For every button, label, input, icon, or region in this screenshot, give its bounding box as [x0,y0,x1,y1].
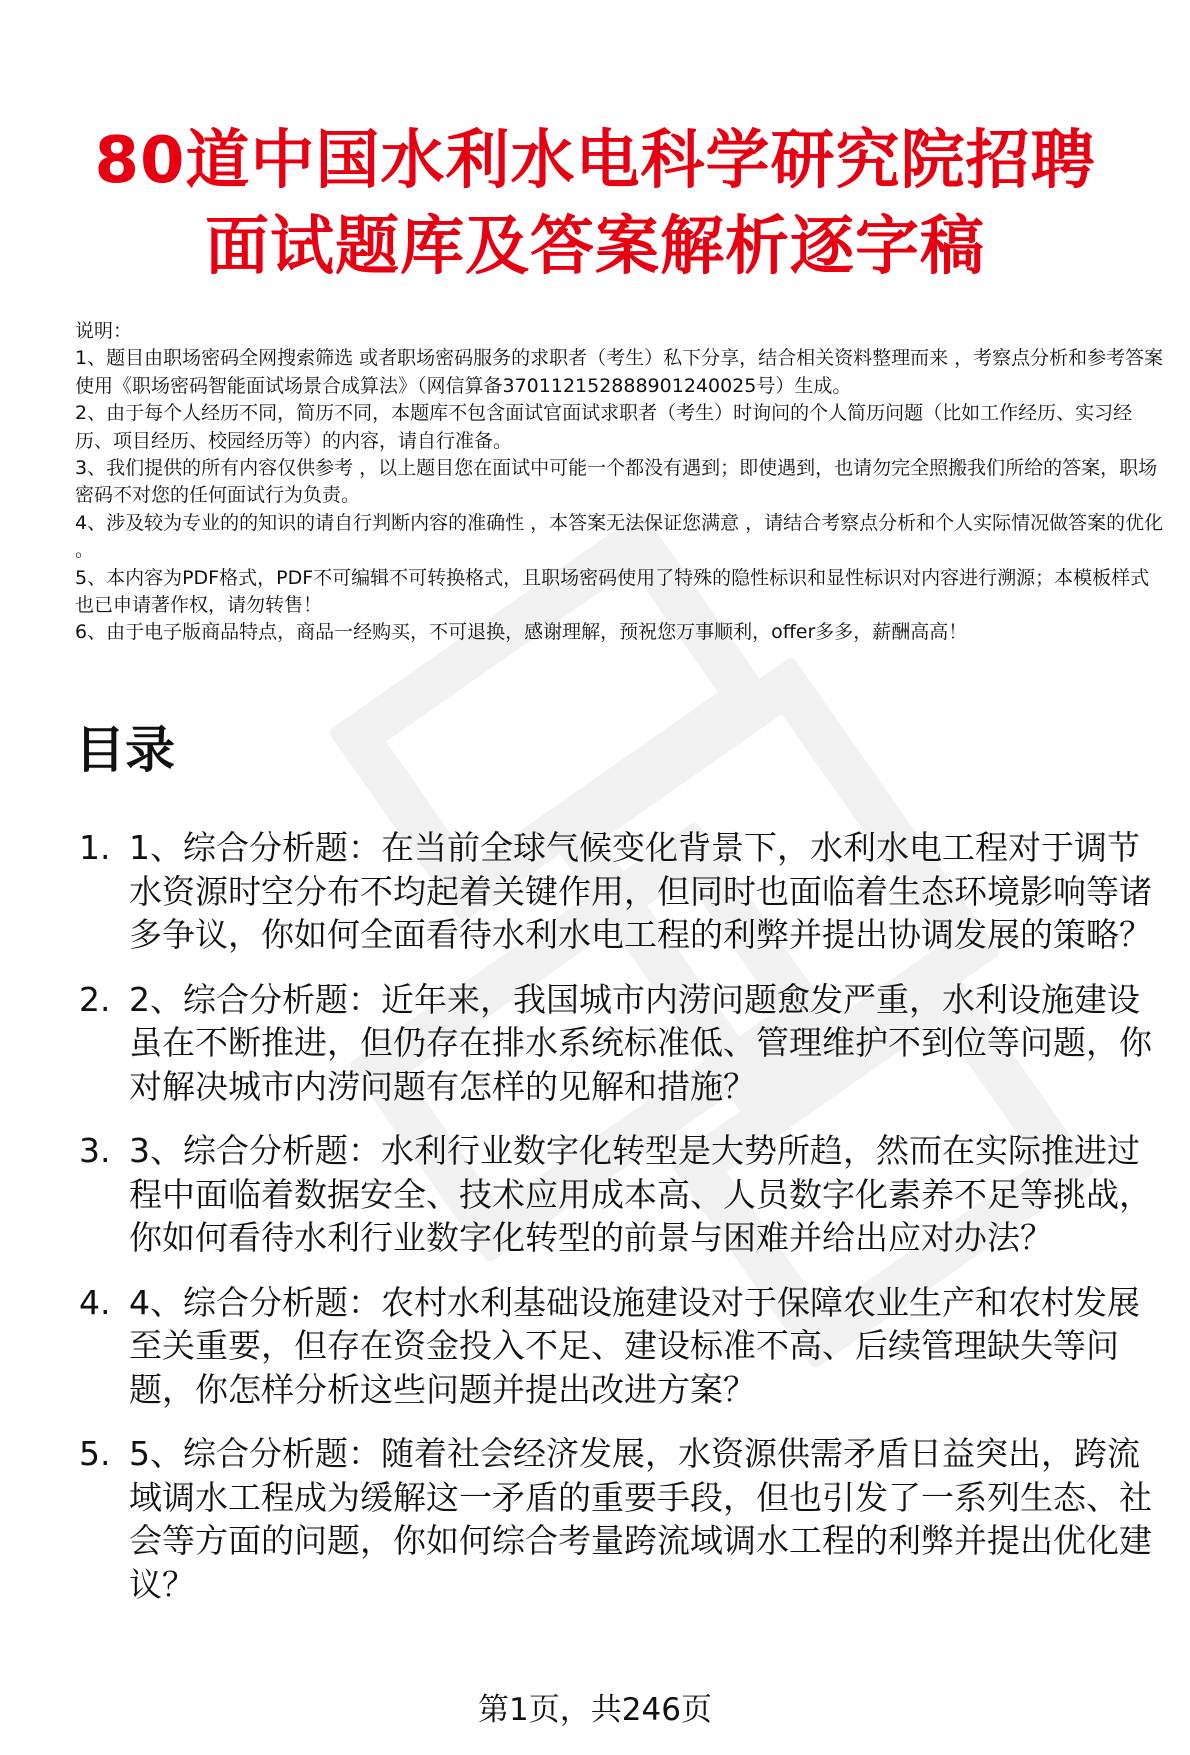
toc-item-number: 4. [79,1282,111,1322]
instruction-item: 1、题目由职场密码全网搜索筛选 或者职场密码服务的求职者（考生）私下分享，结合相关资料整理而来 ，考察点分析和参考答案使用《职场密码智能面试场景合成算法》（网信算备370112152888901240025号）生成。 [75,347,1164,397]
instruction-item: 2、由于每个人经历不同，简历不同，本题库不包含面试官面试求职者（考生）时询问的个人简历问题（比如工作经历、实习经历、项目经历、校园经历等）的内容，请自行准备。 [75,402,1133,452]
toc-item-number: 1. [79,828,111,867]
toc-item-text: 2、综合分析题：近年来，我国城市内涝问题愈发严重，水利设施建设虽在不断推进，但仍存在排水系统标准低、管理维护不到位等问题，你对解决城市内涝问题有怎样的见解和措施？ [129,979,1152,1106]
toc-item-number: 3. [79,1131,111,1170]
instruction-item: 3、我们提供的所有内容仅供参考 ，以上题目您在面试中可能一个都没有遇到；即使遇到，也请勿完全照搬我们所给的答案，职场密码不对您的任何面试行为负责。 [75,457,1158,507]
instruction-item: 5、本内容为PDF格式，PDF不可编辑不可转换格式，且职场密码使用了特殊的隐性标识和显性标识对内容进行溯源；本模板样式也已申请著作权，请勿转售！ [75,566,1150,617]
toc-item-text: 4、综合分析题：农村水利基础设施建设对于保障农业生产和农村发展至关重要，但存在资金投入不足、建设标准不高、后续管理缺失等问题，你怎样分析这些问题并提出改进方案？ [129,1282,1140,1409]
instructions-block [75,318,1167,647]
toc-heading: 目录 [75,721,175,779]
page-number-footer: 第1页，共246页 [478,1692,712,1728]
instruction-item: 6、由于电子版商品特点，商品一经购买，不可退换，感谢理解，预祝您万事顺利，offer多多，薪酬高高！ [75,621,968,644]
document-title [60,118,1130,290]
instruction-item: 4、涉及较为专业的的知识的请自行判断内容的准确性 ，本答案无法保证您满意 ，请结合考察点分析和个人实际情况做答案的优化 。 [75,511,1164,562]
toc-item-text: 1、综合分析题：在当前全球气候变化背景下，水利水电工程对于调节水资源时空分布不均起着关键作用，但同时也面临着生态环境影响等诸多争议，你如何全面看待水利水电工程的利弊并提出协调发展的策略？ [129,828,1152,954]
document-title-line-1: 80道中国水利水电科学研究院招聘 [94,124,1096,198]
table-of-contents [75,826,1170,1627]
toc-item[interactable] [75,1129,1170,1260]
toc-item[interactable] [75,1281,1170,1412]
toc-item[interactable] [75,1432,1170,1606]
document-title-line-2: 面试题库及答案解析逐字稿 [205,210,985,284]
toc-item-text: 5、综合分析题：随着社会经济发展，水资源供需矛盾日益突出，跨流域调水工程成为缓解这一矛盾的重要手段，但也引发了一系列生态、社会等方面的问题，你如何综合考量跨流域调水工程的利弊并提出优化建议？ [129,1434,1152,1604]
toc-item[interactable] [75,978,1170,1109]
toc-item-text: 3、综合分析题：水利行业数字化转型是大势所趋，然而在实际推进过程中面临着数据安全、技术应用成本高、人员数字化素养不足等挑战，你如何看待水利行业数字化转型的前景与困难并给出应对办法？ [129,1131,1152,1257]
toc-item-number: 2. [79,979,111,1019]
toc-item-number: 5. [79,1434,111,1473]
instructions-heading: 说明： [75,320,133,342]
toc-item[interactable] [75,826,1170,957]
